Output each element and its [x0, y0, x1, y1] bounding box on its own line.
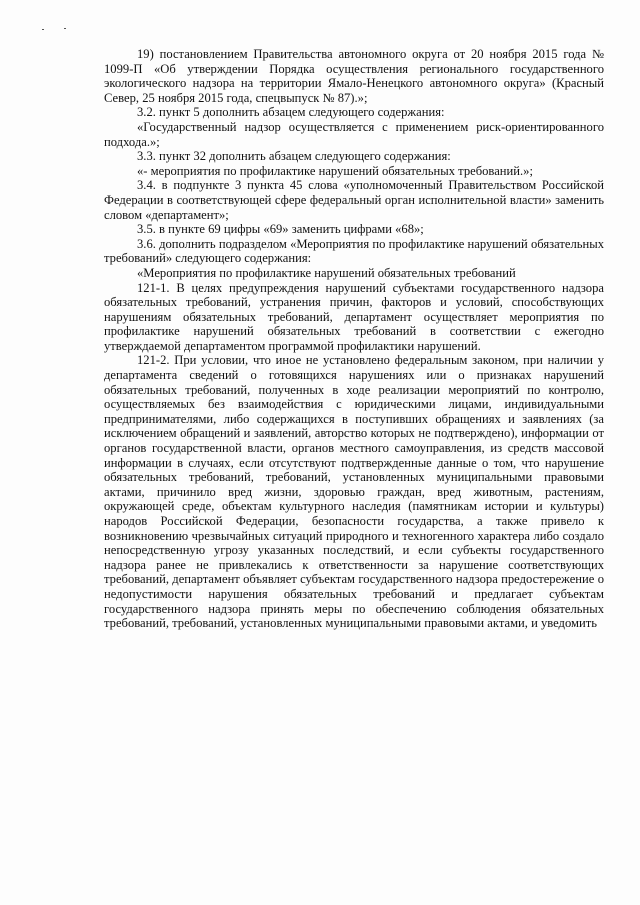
paragraph-3-6: 3.6. дополнить подразделом «Мероприятия по профилактике нарушений обязательных требований» следующего содержания:: [104, 236, 604, 266]
paragraph-3-2: 3.2. пункт 5 дополнить абзацем следующего содержания:: [137, 105, 445, 120]
paragraph-121-2: 121-2. При условии, что иное не установлено федеральным законом, при наличии у департамента сведений о готовящихся нарушениях или о признаках нарушений обязательных требований, полученных в ходе реализации мероприятий по контролю, осуществляемых без взаимодействия с юридическими лицами, индивидуальными предпринимателями, либо содержащихся в поступивших обращениях и заявлениях (за исключением обращений и заявлений, авторство которых не подтверждено), информации от органов государственной власти, органов местного самоуправления, из средств массовой информации в случаях, если отсутствуют подтвержденные данные о том, что нарушение обязательных требований, требований, установленных муниципальными правовыми актами, причинило вред жизни, здоровью граждан, вред животным, растениям, окружающей среде, объектам культурного наследия (памятникам истории и культуры) народов Российской Федерации, безопасности государства, а также привело к возникновению чрезвычайных ситуаций природного и техногенного характера либо создало непосредственную угрозу указанных последствий, и если субъекты государственного надзора ранее не привлекались к ответственности за нарушение соответствующих требований, департамент объявляет субъектам государственного надзора предостережение о недопустимости нарушения обязательных требований и предлагает субъектам государственного надзора принять меры по обеспечению соблюдения обязательных требований, требований, установленных муниципальными правовыми актами, и уведомить: [104, 353, 604, 631]
paragraph-3-5: 3.5. в пункте 69 цифры «69» заменить цифрами «68»;: [137, 222, 424, 237]
paragraph-3-3-quote: «- мероприятия по профилактике нарушений обязательных требований.»;: [137, 163, 533, 178]
paragraph-3-3: 3.3. пункт 32 дополнить абзацем следующего содержания:: [137, 149, 451, 164]
paragraph-item-19: 19) постановлением Правительства автономного округа от 20 ноября 2015 года № 1099-П «Об утверждении Порядка осуществления регионального государственного экологического надзора на территории Ямало-Ненецкого автономного округа» (Красный Север, 25 ноября 2015 года, спецвыпуск № 87).»;: [104, 47, 604, 105]
subsection-heading: «Мероприятия по профилактике нарушений обязательных требований: [137, 265, 516, 280]
paragraph-121-1: 121-1. В целях предупреждения нарушений субъектами государственного надзора обязательных требований, устранения причин, факторов и условий, способствующих нарушениям обязательных требований, департамент осуществляет мероприятия по профилактике нарушений обязательных требований в соответствии с ежегодно утверждаемой департаментом программой профилактики нарушений.: [104, 280, 604, 353]
scan-speck: [64, 28, 66, 29]
paragraph-3-2-quote: «Государственный надзор осуществляется с применением риск-ориентированного подхода.»;: [104, 119, 604, 149]
scan-speck: [42, 29, 44, 30]
paragraph-3-4: 3.4. в подпункте 3 пункта 45 слова «уполномоченный Правительством Российской Федерации в соответствующей сфере федеральный орган исполнительной власти» заменить словом «департамент»;: [104, 178, 604, 222]
document-body: [104, 47, 604, 631]
